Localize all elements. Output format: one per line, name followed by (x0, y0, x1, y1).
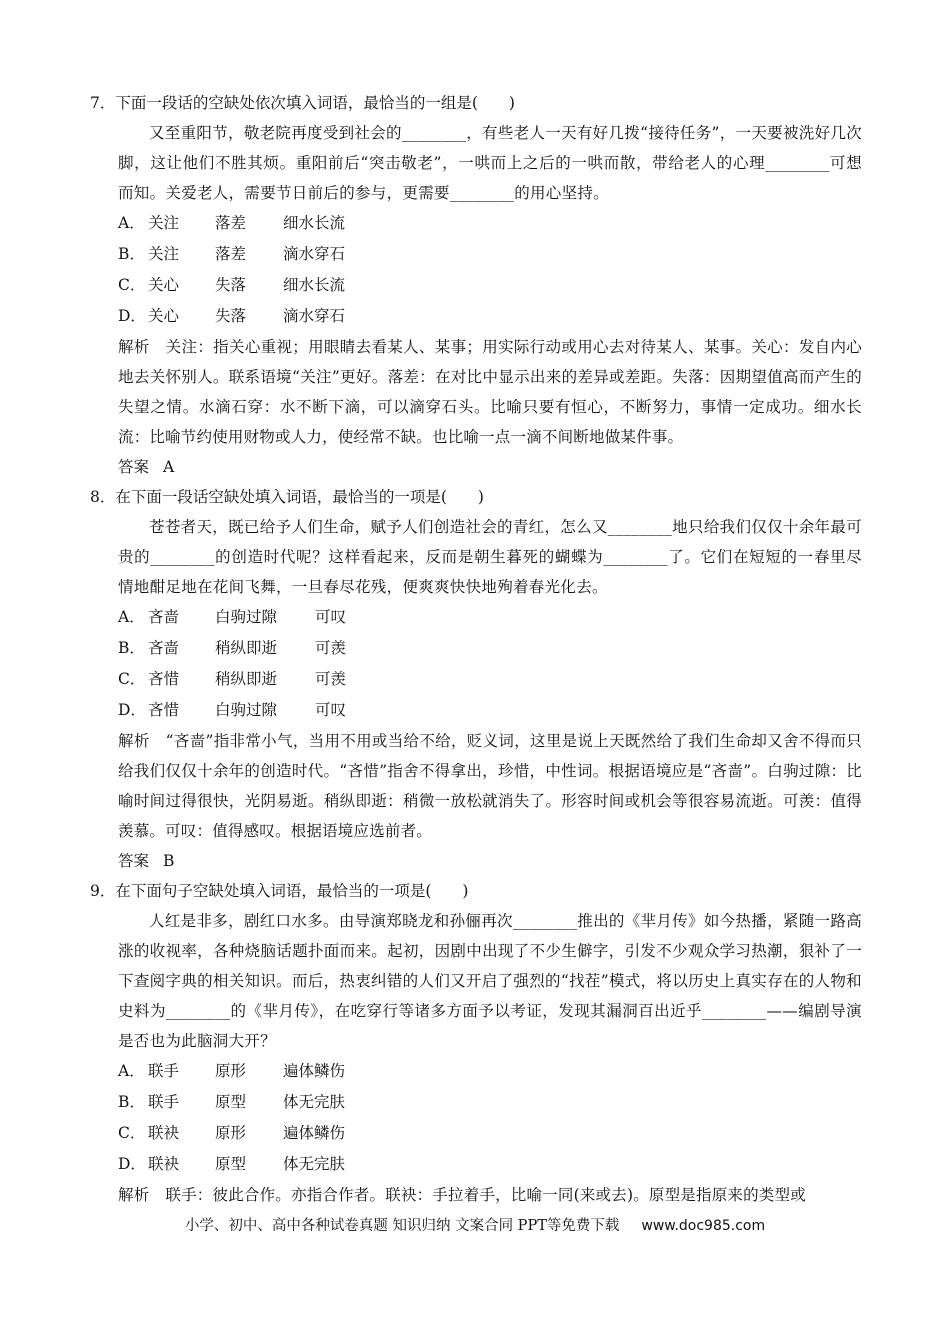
analysis (90, 726, 862, 846)
options-list (90, 602, 862, 726)
options-list (90, 1056, 862, 1180)
analysis-label: 解析 (118, 338, 150, 356)
options-list (90, 208, 862, 332)
option-a: A． 联手 原形 遍体鳞伤 (118, 1062, 346, 1080)
question-stem: 8．在下面一段话空缺处填入词语，最恰当的一项是( ) (90, 488, 484, 506)
question-stem: 9．在下面句子空缺处填入词语，最恰当的一项是( ) (90, 882, 469, 900)
question-passage: 人红是非多，剧红口水多。由导演郑晓龙和孙俪再次________推出的《芈月传》如今热播，紧随一路高涨的收视率，各种烧脑话题扑面而来。起初，因剧中出现了不少生僻字，引发不少观众学习热潮，狠补了一下查阅字典的相关知识。而后，热衷纠错的人们又开启了强烈的“找茬”模式，将以历史上真实存在的人物和史料为________的《芈月传》，在吃穿行等诸多方面予以考证，发现其漏洞百出近乎________——编剧导演是否也为此脑洞大开？ (118, 912, 862, 1050)
analysis (90, 332, 862, 452)
footer-site-link[interactable]: www.doc985.com (641, 1218, 766, 1234)
answer-value: B (163, 852, 175, 870)
analysis-text: 联手：彼此合作。亦指合作者。联袂：手拉着手，比喻一同(来或去)。原型是指原来的类型或 (165, 1186, 806, 1204)
footer-text: 小学、初中、高中各种试卷真题 知识归纳 文案合同 PPT等免费下载 (184, 1218, 620, 1234)
option-b: B． 联手 原型 体无完肤 (118, 1093, 346, 1111)
question-stem: 7．下面一段话的空缺处依次填入词语，最恰当的一组是( ) (90, 94, 515, 112)
analysis-text: 关注：指关心重视；用眼睛去看某人、某事；用实际行动或用心去对待某人、某事。关心：发自内心地去关怀别人。联系语境“关注”更好。落差：在对比中显示出来的差异或差距。失落：因期望值高而产生的失望之情。水滴石穿：水不断下滴，可以滴穿石头。比喻只要有恒心，不断努力，事情一定成功。细水长流：比喻节约使用财物或人力，使经常不缺。也比喻一点一滴不间断地做某件事。 (118, 338, 862, 446)
analysis-text: “吝啬”指非常小气，当用不用或当给不给，贬义词，这里是说上天既然给了我们生命却又舍不得而只给我们仅仅十余年的创造时代。“吝惜”指舍不得拿出，珍惜，中性词。根据语境应是“吝啬”。白驹过隙：比喻时间过得很快，光阴易逝。稍纵即逝：稍微一放松就消失了。形容时间或机会等很容易流逝。可羡：值得羡慕。可叹：值得感叹。根据语境应选前者。 (118, 732, 862, 840)
option-d: D． 联袂 原型 体无完肤 (118, 1155, 346, 1173)
analysis-label: 解析 (118, 732, 150, 750)
option-c: C． 关心 失落 细水长流 (118, 276, 346, 294)
answer-value: A (163, 458, 175, 476)
option-c: C． 吝惜 稍纵即逝 可羡 (118, 670, 347, 688)
page-footer (0, 1214, 950, 1235)
option-b: B． 关注 落差 滴水穿石 (118, 245, 346, 263)
answer-label: 答案 (118, 852, 150, 870)
question-passage: 苍苍者天，既已给予人们生命，赋予人们创造社会的青红，怎么又________地只给我们仅仅十余年最可贵的________的创造时代呢？这样看起来，反而是朝生暮死的蝴蝶为________了。它们在短短的一春里尽情地酣足地在花间飞舞，一旦春尽花残，便爽爽快快地殉着春光化去。 (118, 518, 862, 596)
analysis-label: 解析 (118, 1186, 150, 1204)
page-content (90, 88, 862, 1210)
option-c: C． 联袂 原形 遍体鳞伤 (118, 1124, 346, 1142)
answer-label: 答案 (118, 458, 150, 476)
answer (90, 846, 862, 876)
question-9 (90, 876, 862, 1210)
answer (90, 452, 862, 482)
analysis (90, 1180, 862, 1210)
question-8 (90, 482, 862, 876)
option-a: A． 吝啬 白驹过隙 可叹 (118, 608, 347, 626)
question-passage: 又至重阳节，敬老院再度受到社会的________，有些老人一天有好几拨“接待任务”，一天要被洗好几次脚，这让他们不胜其烦。重阳前后“突击敬老”，一哄而上之后的一哄而散，带给老人的心理________可想而知。关爱老人，需要节日前后的参与，更需要________的用心坚持。 (118, 124, 862, 202)
question-7 (90, 88, 862, 482)
option-d: D． 关心 失落 滴水穿石 (118, 307, 346, 325)
option-a: A． 关注 落差 细水长流 (118, 214, 346, 232)
option-b: B． 吝啬 稍纵即逝 可羡 (118, 639, 347, 657)
option-d: D． 吝惜 白驹过隙 可叹 (118, 701, 347, 719)
